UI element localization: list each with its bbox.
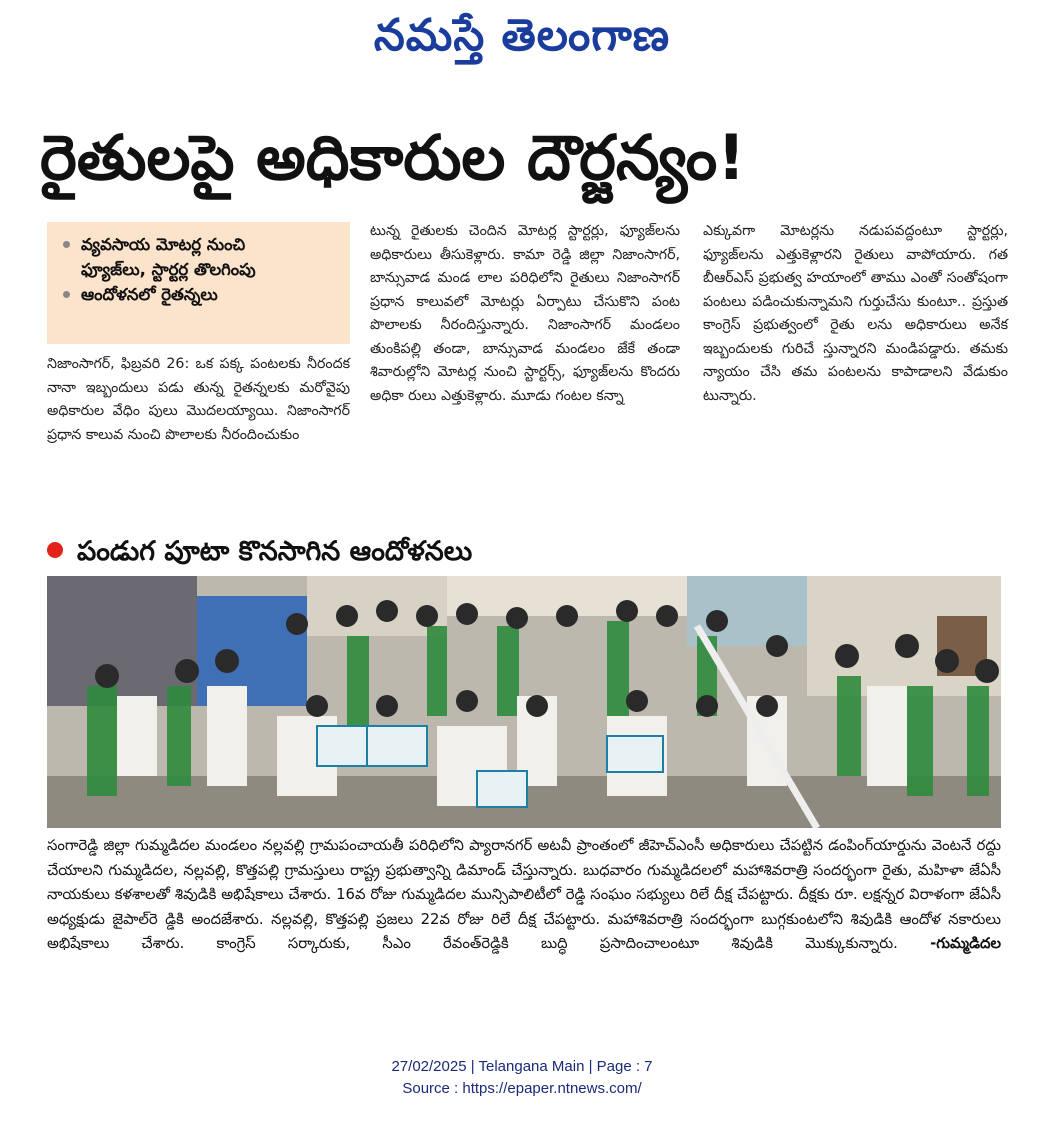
article-column-2: టున్న రైతులకు చెందిన మోటర్ల స్టార్టర్లు, ఫ్యూజ్‌లను అధికారులు తీసుకెళ్లారు. కామా రెడ్డి జిల్లా నిజాంసాగర్, బాన్సువాడ మండ లాల పరిధిలోని రైతులు నిజాంసాగర్ ప్రధాన కాలువలో మోటర్లు ఏర్పాటు చేసుకొని పంట పొలాలకు నీరందిస్తున్నారు. నిజాంసాగర్ మండలం తుంకిపల్లి తండా, బాన్సువాడ మండలం జేకే తండా శివారుల్లోని మోటర్ల నుంచి స్టార్టర్స్, ఫ్యూజ్‌లను కొందరు అధికా రులు ఎత్తుకెళ్లారు. మూడు గంటల కన్నా [370,223,680,404]
caption-credit: -గుమ్మడిదల [930,935,1001,953]
footer-source: Source : https://epaper.ntnews.com/ [402,1080,642,1097]
bullet-icon [63,291,70,298]
page-footer [0,1056,1044,1100]
highlight-item: ఆందోళనలో రైతన్నలు [63,282,340,307]
article-column-3: ఎక్కువగా మోటర్లను నడుపవద్దంటూ స్టార్టర్లు, ఫ్యూజ్‌లను ఎత్తుకెళ్లారని రైతులు వాపోయారు. గత బీఆర్‌ఎస్ ప్రభుత్వ హయాంలో తాము ఎంతో సంతోషంగా పంటలు పడించుకున్నామని గుర్తుచేసు కుంటూ.. ప్రస్తుత కాంగ్రెస్ ప్రభుత్వంలో రైతు లను అధికారులు అనేక ఇబ్బందులకు గురిచే స్తున్నారని మండిపడ్డారు. తమకు న్యాయం చేసి తమ పంటలను కాపాడాలని వేడుకుం టున్నారు. [703,223,1008,404]
protest-photo [47,576,1001,828]
highlight-item: ఫ్యూజ్‌లు, స్టార్టర్ల తొలగింపు [81,260,256,279]
article-headline: రైతులపై అధికారుల దౌర్జన్యం! [40,121,746,194]
protest-photo-illustration [47,576,1001,828]
red-bullet-icon [47,542,63,558]
article-column-1: నిజాంసాగర్, ఫిబ్రవరి 26: ఒక పక్క పంటలకు నీరందక నానా ఇబ్బందులు పడు తున్న రైతన్నలకు మరోవైపు అధికారుల వేధిం పులు మొదలయ్యాయి. నిజాంసాగర్ ప్రధాన కాలువ నుంచి పొలాలకు నీరందించుకుం [47,356,350,443]
newspaper-masthead: నమస్తే తెలంగాణ [373,10,671,61]
photo-caption: సంగారెడ్డి జిల్లా గుమ్మడిదల మండలం నల్లవల్లి గ్రామపంచాయతీ పరిధిలోని ప్యారానగర్ అటవీ ప్రాంతంలో జీహెచ్‌ఎంసీ అధికారులు చేపట్టిన డంపింగ్‌యార్డును వెంటనే రద్దు చేయాలని గుమ్మడిదల, నల్లవల్లి, కొత్తపల్లి గ్రామస్తులు రాష్ట్ర ప్రభుత్వాన్ని డిమాండ్ చేస్తున్నారు. బుధవారం గుమ్మడిదలలో మహాశివరాత్రి సందర్భంగా రైతు, మహిళా జేఏసీ నాయకులు కళశాలతో శివుడికి అభిషేకాలు చేశారు. 16వ రోజు గుమ్మడిదల మున్సిపాలిటీలో రెడ్డి సంఘం సభ్యులు రిలే దీక్ష చేపట్టారు. దీక్షకు రూ. లక్షన్నర విరాళంగా జేఏసీ అధ్యక్షుడు జైపాల్‌రె డ్డికి అందజేశారు. నల్లవల్లి, కొత్తపల్లి ప్రజలు 22వ రోజు రిలే దీక్ష చేపట్టారు. మహాశివరాత్రి సందర్భంగా బుగ్గకుంటలోని శివుడికి ఆందోళ నకారులు అభిషేకాలు చేశారు. కాంగ్రెస్ సర్కారుకు, సీఎం రేవంత్‌రెడ్డికి బుద్ధి ప్రసాదించాలంటూ శివుడికి మొక్కుకున్నారు. -గుమ్మడిదల [47,837,1001,953]
highlight-item: వ్యవసాయ మోటర్ల నుంచి [63,232,340,257]
second-story-subhead: పండుగ పూటా కొనసాగిన ఆందోళనలు [47,532,747,572]
footer-date-page: 27/02/2025 | Telangana Main | Page : 7 [391,1058,653,1075]
highlights-box [47,222,350,344]
bullet-icon [63,241,70,248]
